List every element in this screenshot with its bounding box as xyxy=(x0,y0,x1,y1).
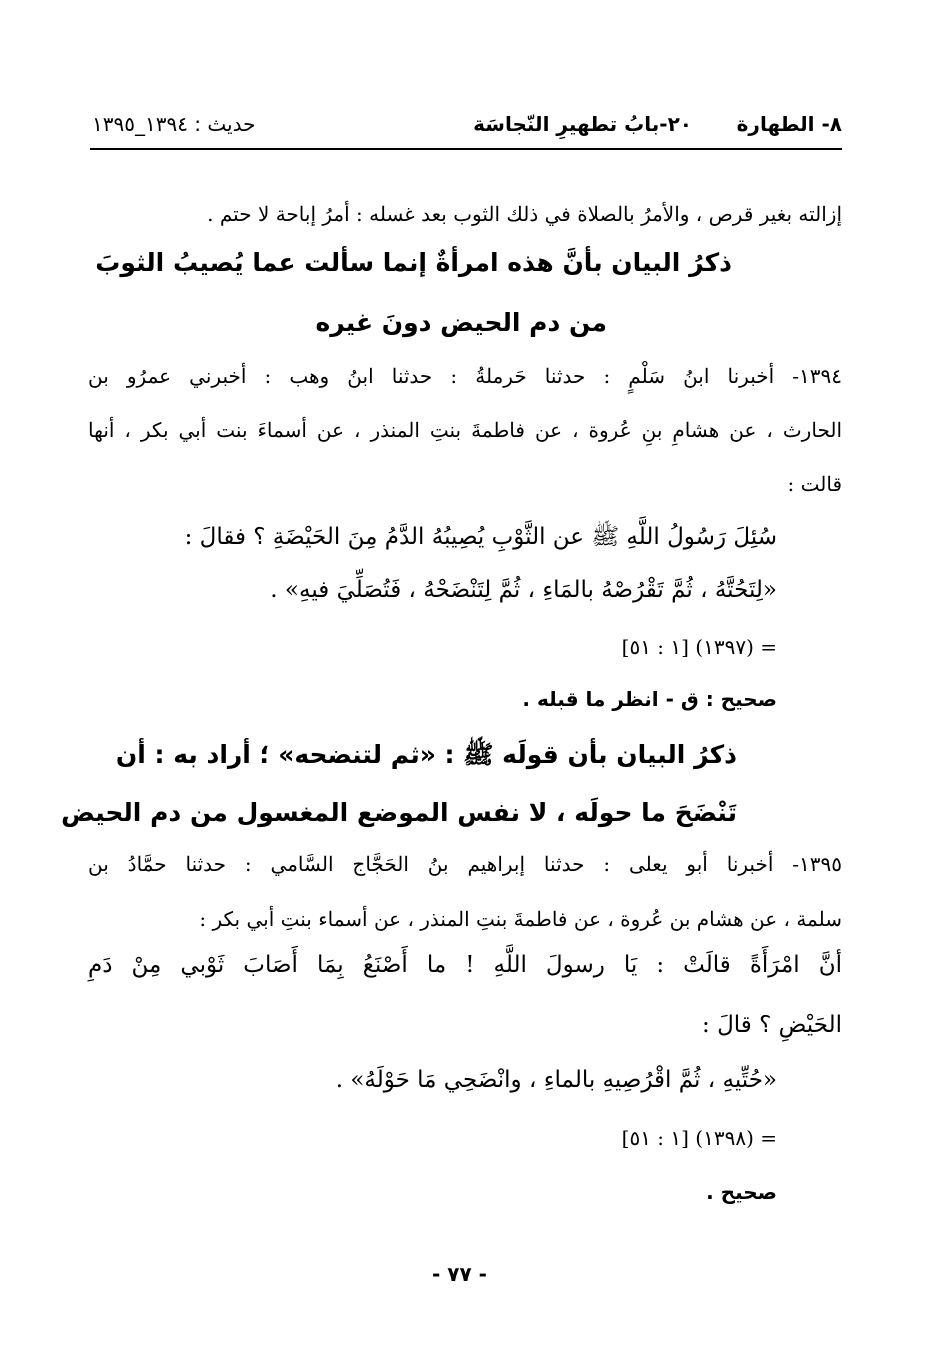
header-rule xyxy=(90,148,842,150)
section-heading: من دم الحيض دونَ غيره xyxy=(315,308,607,337)
hadith-isnad-line: سلمة ، عن هشام بن عُروة ، عن فاطمةَ بنتِ المنذر ، عن أسماء بنتِ أبي بكر : xyxy=(199,907,842,931)
hadith-text-line: أنَّ امْرَأَةً قالَتْ : يَا رسولَ اللَّهِ ! ما أَصْنَعُ بِمَا أَصَابَ ثَوْبي مِنْ دَمِ xyxy=(88,952,842,978)
section-heading: ذكرُ البيان بأن قولَه ﷺ : «ثم لتنضحه» ؛ أراد به : أن xyxy=(115,740,737,769)
hadith-range-header: حديث : ١٣٩٤_١٣٩٥ xyxy=(92,112,256,136)
hadith-isnad-line: ١٣٩٥- أخبرنا أبو يعلى : حدثنا إبراهيم بنُ الحَجَّاج السَّامي : حدثنا حمَّادُ بن xyxy=(88,852,842,876)
hadith-isnad-line: قالت : xyxy=(787,472,842,496)
page-number: - ٧٧ - xyxy=(432,1262,487,1286)
section-heading: تَنْضَحَ ما حولَه ، لا نفس الموضع المغسول من دم الحيض xyxy=(61,798,737,827)
hadith-text-line: «حُتِّيهِ ، ثُمَّ اقْرُصِيهِ بالماءِ ، وانْضَحِي مَا حَوْلَهُ» . xyxy=(335,1067,777,1093)
book-section-header: ٨- الطهارة xyxy=(736,112,842,136)
hadith-text-line: سُئِلَ رَسُولُ اللَّهِ ﷺ عن الثَّوْبِ يُصِيبُهُ الدَّمُ مِنَ الحَيْضَةِ ؟ فقالَ : xyxy=(184,524,777,550)
hadith-text-line: «لِتَحُتَّهُ ، ثُمَّ تَقْرُصْهُ بالمَاءِ ، ثُمَّ لِتَنْضَحْهُ ، فَتُصَلِّيَ فيهِ» . xyxy=(270,577,777,603)
section-heading: ذكرُ البيان بأنَّ هذه امرأةٌ إنما سألت عما يُصيبُ الثوبَ xyxy=(95,248,732,277)
cross-reference: = (١٣٩٧) [١ : ٥١] xyxy=(621,635,777,659)
hadith-isnad-line: ١٣٩٤- أخبرنا ابنُ سَلْمٍ : حدثنا حَرملةُ : حدثنا ابنُ وهب : أخبرني عمرُو بن xyxy=(88,364,842,388)
hadith-grading: صحيح . xyxy=(706,1180,777,1204)
cross-reference: = (١٣٩٨) [١ : ٥١] xyxy=(621,1126,777,1150)
hadith-grading: صحيح : ق - انظر ما قبله . xyxy=(522,687,777,711)
hadith-isnad-line: الحارث ، عن هشامِ بنِ عُروة ، عن فاطمةَ بنتِ المنذر ، عن أسماءَ بنت أبي بكر ، أنها xyxy=(88,418,842,442)
chapter-header: ٢٠-بابُ تطهيرِ النّجاسَة xyxy=(473,112,692,136)
hadith-text-line: الحَيْضِ ؟ قالَ : xyxy=(702,1012,842,1038)
body-line: إزالته بغير قرص ، والأمرُ بالصلاة في ذلك الثوب بعد غسله : أمرُ إباحة لا حتم . xyxy=(207,202,842,226)
